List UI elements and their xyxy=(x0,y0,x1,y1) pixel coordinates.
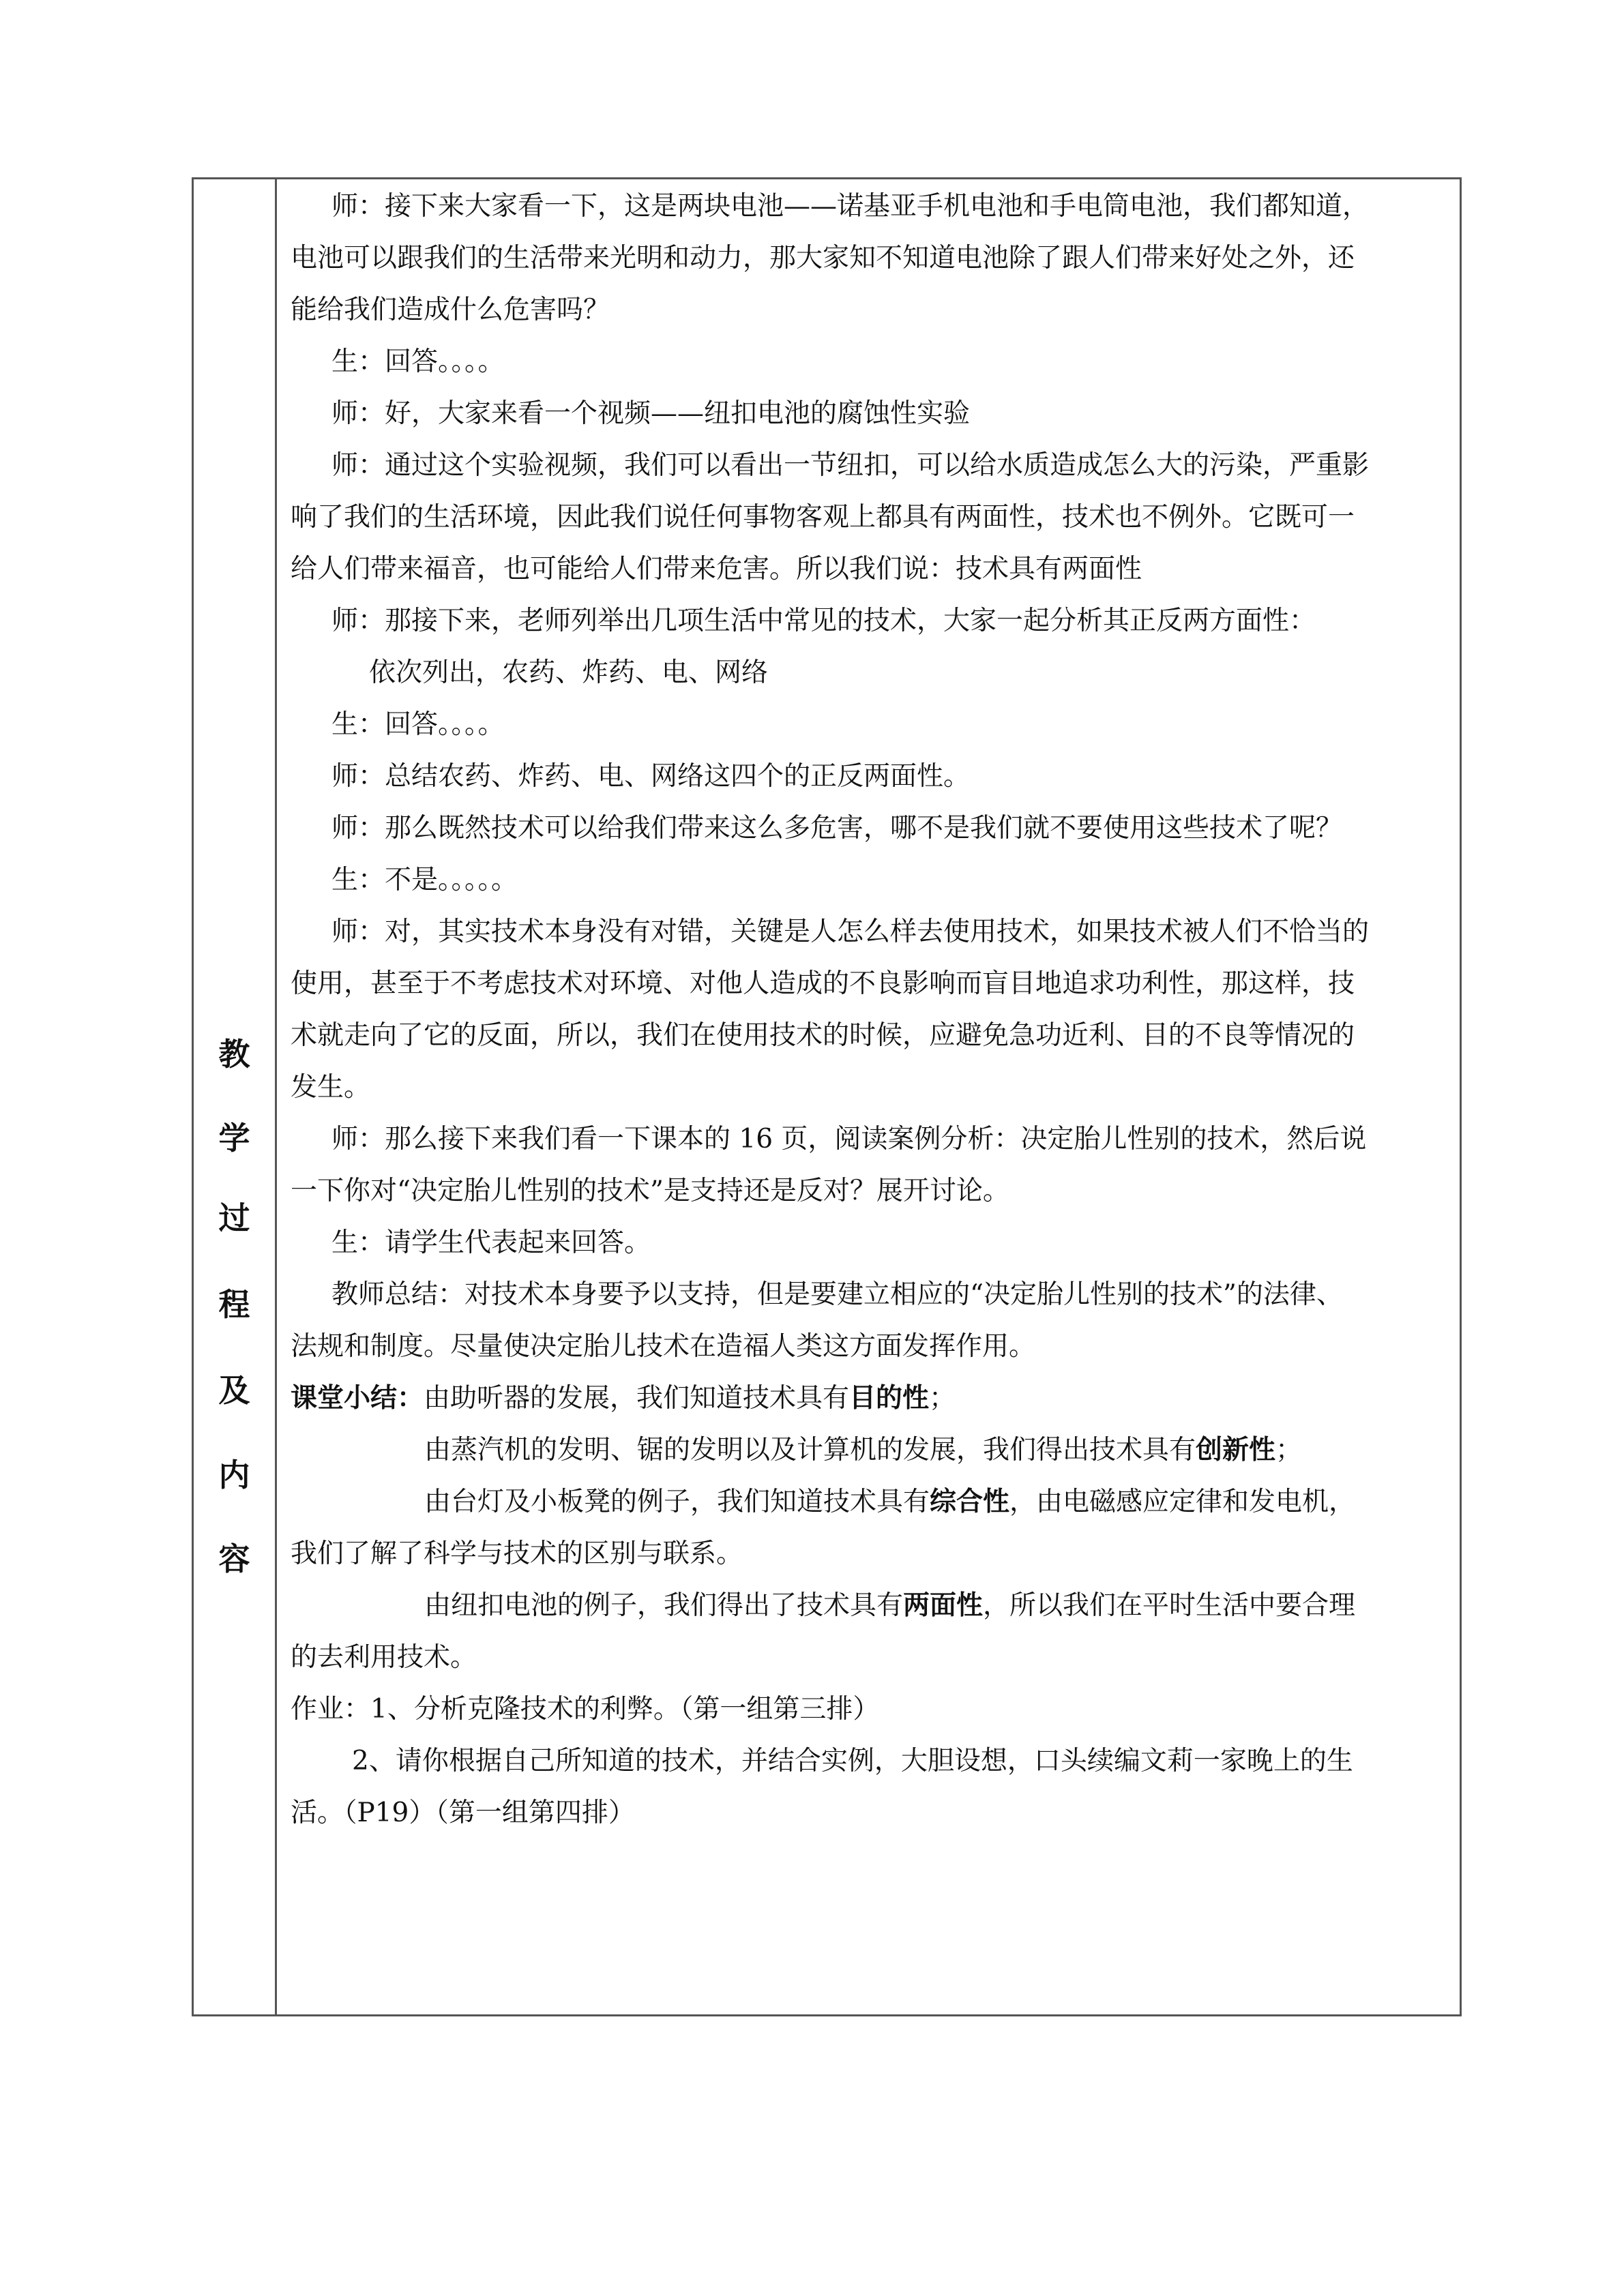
paragraph-line: 生：请学生代表起来回答。 xyxy=(331,1227,651,1258)
summary-keyword: 目的性 xyxy=(849,1383,930,1414)
section-label-char: 内 xyxy=(218,1457,250,1493)
summary-line: 由纽扣电池的例子，我们得出了技术具有两面性，所以我们在平时生活中要合理 xyxy=(424,1590,1356,1621)
lesson-content xyxy=(277,179,1462,2014)
summary-keyword: 综合性 xyxy=(930,1487,1010,1517)
paragraph-line: 师：好，大家来看一个视频——纽扣电池的腐蚀性实验 xyxy=(331,398,971,429)
homework-line: 活。（P19）（第一组第四排） xyxy=(291,1798,635,1828)
paragraph-line: 师：那么接下来我们看一下课本的 16 页，阅读案例分析：决定胎儿性别的技术，然后说 xyxy=(331,1124,1367,1154)
homework-line: 作业：1、分析克隆技术的利弊。（第一组第三排） xyxy=(291,1694,880,1725)
paragraph-line: 法规和制度。尽量使决定胎儿技术在造福人类这方面发挥作用。 xyxy=(291,1331,1036,1362)
summary-line: 由台灯及小板凳的例子，我们知道技术具有综合性，由电磁感应定律和发电机， xyxy=(424,1487,1356,1517)
section-label-char: 过 xyxy=(218,1199,250,1236)
paragraph-line: 使用，甚至于不考虑技术对环境、对他人造成的不良影响而盲目地追求功利性，那这样，技 xyxy=(291,968,1355,999)
section-label-char: 及 xyxy=(218,1372,250,1409)
section-label-char: 程 xyxy=(218,1286,250,1323)
homework-line: 2、请你根据自己所知道的技术，并结合实例，大胆设想，口头续编文莉一家晚上的生 xyxy=(352,1746,1353,1776)
section-label-char: 教 xyxy=(218,1036,250,1073)
paragraph-line: 师：通过这个实验视频，我们可以看出一节纽扣，可以给水质造成怎么大的污染，严重影 xyxy=(331,450,1370,481)
summary-heading: 课堂小结： xyxy=(291,1383,424,1414)
paragraph-line: 生：不是。。。。。 xyxy=(331,865,518,895)
summary-keyword: 创新性 xyxy=(1196,1435,1276,1465)
paragraph-line: 响了我们的生活环境，因此我们说任何事物客观上都具有两面性，技术也不例外。它既可一 xyxy=(291,502,1355,533)
paragraph-line: 电池可以跟我们的生活带来光明和动力，那大家知不知道电池除了跟人们带来好处之外，还 xyxy=(291,243,1355,273)
paragraph-line: 术就走向了它的反面，所以，我们在使用技术的时候，应避免急功近利、目的不良等情况的 xyxy=(291,1020,1355,1051)
paragraph-line: 师：那接下来，老师列举出几项生活中常见的技术，大家一起分析其正反两方面性： xyxy=(331,606,1316,636)
paragraph-line: 师：总结农药、炸药、电、网络这四个的正反两面性。 xyxy=(331,761,971,792)
section-label-char: 容 xyxy=(218,1540,250,1577)
summary-line: 的去利用技术。 xyxy=(291,1642,477,1673)
paragraph-line: 依次列出，农药、炸药、电、网络 xyxy=(369,657,769,688)
paragraph-line: 能给我们造成什么危害吗？ xyxy=(291,295,610,325)
section-label-column xyxy=(194,179,277,2014)
section-label-char: 学 xyxy=(218,1120,250,1157)
summary-line: 我们了解了科学与技术的区别与联系。 xyxy=(291,1538,743,1569)
lesson-table xyxy=(192,177,1462,2016)
paragraph-line: 发生。 xyxy=(291,1072,371,1103)
paragraph-line: 给人们带来福音，也可能给人们带来危害。所以我们说：技术具有两面性 xyxy=(291,554,1142,584)
summary-line: 课堂小结：由助听器的发展，我们知道技术具有目的性； xyxy=(291,1383,956,1414)
summary-keyword: 两面性 xyxy=(903,1590,984,1621)
paragraph-line: 师：对，其实技术本身没有对错，关键是人怎么样去使用技术，如果技术被人们不恰当的 xyxy=(331,916,1370,947)
summary-line: 由蒸汽机的发明、锯的发明以及计算机的发展，我们得出技术具有创新性； xyxy=(424,1435,1303,1465)
paragraph-line: 生：回答。。。。 xyxy=(331,346,505,377)
paragraph-line: 生：回答。。。。 xyxy=(331,709,505,740)
paragraph-line: 教师总结：对技术本身要予以支持，但是要建立相应的“决定胎儿性别的技术”的法律、 xyxy=(331,1279,1343,1310)
paragraph-line: 师：那么既然技术可以给我们带来这么多危害，哪不是我们就不要使用这些技术了呢？ xyxy=(331,813,1343,844)
paragraph-line: 一下你对“决定胎儿性别的技术”是支持还是反对？展开讨论。 xyxy=(291,1176,1009,1206)
paragraph-line: 师：接下来大家看一下，这是两块电池——诺基亚手机电池和手电筒电池，我们都知道， xyxy=(331,191,1370,222)
